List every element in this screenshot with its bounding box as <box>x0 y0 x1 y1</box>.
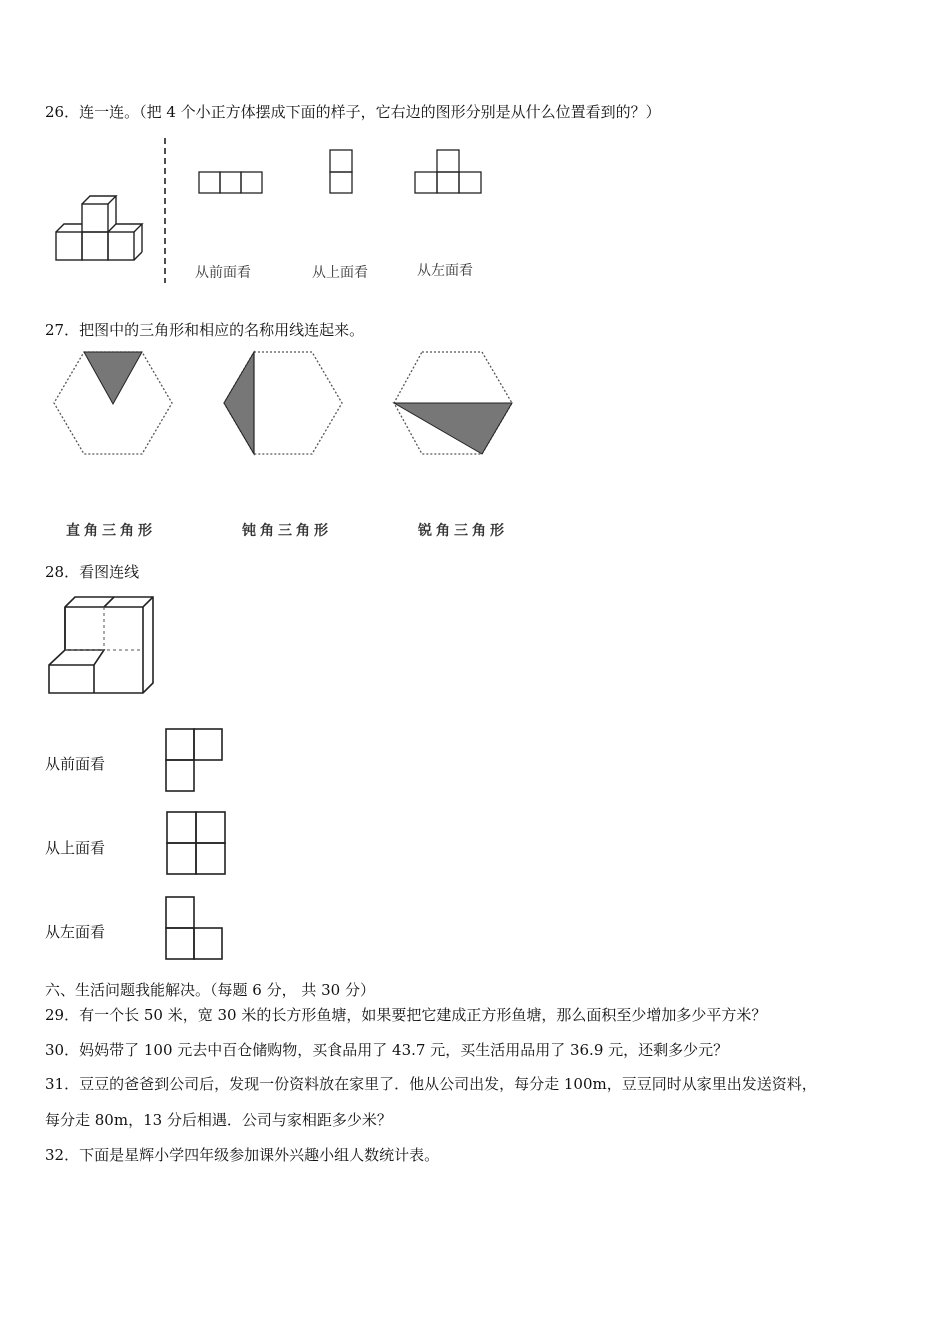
q26-view-label-top: 从上面看 <box>312 265 368 281</box>
q26-view-label-left: 从左面看 <box>417 263 473 279</box>
q28-view-label-top: 从上面看 <box>45 839 106 857</box>
q27-name-right-triangle: 直角三角形 <box>66 523 156 539</box>
q31-line-1: 31．豆豆的爸爸到公司后，发现一份资料放在家里了．他从公司出发，每分走 100m，豆豆同时从家里出发送资料， <box>45 1075 817 1093</box>
q28-cube-figure <box>45 595 157 710</box>
q32-text: 32．下面是星辉小学四年级参加课外兴趣小组人数统计表。 <box>45 1146 440 1164</box>
q26-text: 26．连一连。（把 4 个小正方体摆成下面的样子，它右边的图形分别是从什么位置看到的？） <box>45 103 661 121</box>
q28-view-label-front: 从前面看 <box>45 755 106 773</box>
q28-view-top-shape <box>166 811 228 877</box>
q28-view-front-shape <box>165 728 225 794</box>
section-6-title: 六、生活问题我能解决。（每题 6 分， 共 30 分） <box>45 981 375 999</box>
q27-hexagon-2 <box>222 350 344 456</box>
q28-view-left-shape <box>165 896 225 962</box>
q27-hexagon-3 <box>392 350 514 456</box>
q28-text: 28．看图连线 <box>45 563 140 581</box>
q26-view-label-front: 从前面看 <box>195 265 251 281</box>
q26-view-two-column <box>329 149 355 195</box>
q27-name-acute-triangle: 锐角三角形 <box>418 523 508 539</box>
q29-text: 29．有一个长 50 米，宽 30 米的长方形鱼塘，如果要把它建成正方形鱼塘，那么面积至少增加多少平方米？ <box>45 1006 767 1024</box>
q26-dashed-divider <box>163 138 167 283</box>
q30-text: 30．妈妈带了 100 元去中百仓储购物，买食品用了 43.7 元，买生活用品用了 36.9 元，还剩多少元？ <box>45 1041 729 1059</box>
q26-view-three-row <box>198 171 266 195</box>
q28-view-label-left: 从左面看 <box>45 923 106 941</box>
q27-name-obtuse-triangle: 钝角三角形 <box>242 523 332 539</box>
q31-line-2: 每分走 80m，13 分后相遇．公司与家相距多少米？ <box>45 1111 392 1129</box>
q26-cube-stack-figure <box>50 190 150 265</box>
q26-view-t-shape <box>414 149 484 195</box>
q27-hexagon-1 <box>52 350 174 456</box>
q27-text: 27．把图中的三角形和相应的名称用线连起来。 <box>45 321 365 339</box>
